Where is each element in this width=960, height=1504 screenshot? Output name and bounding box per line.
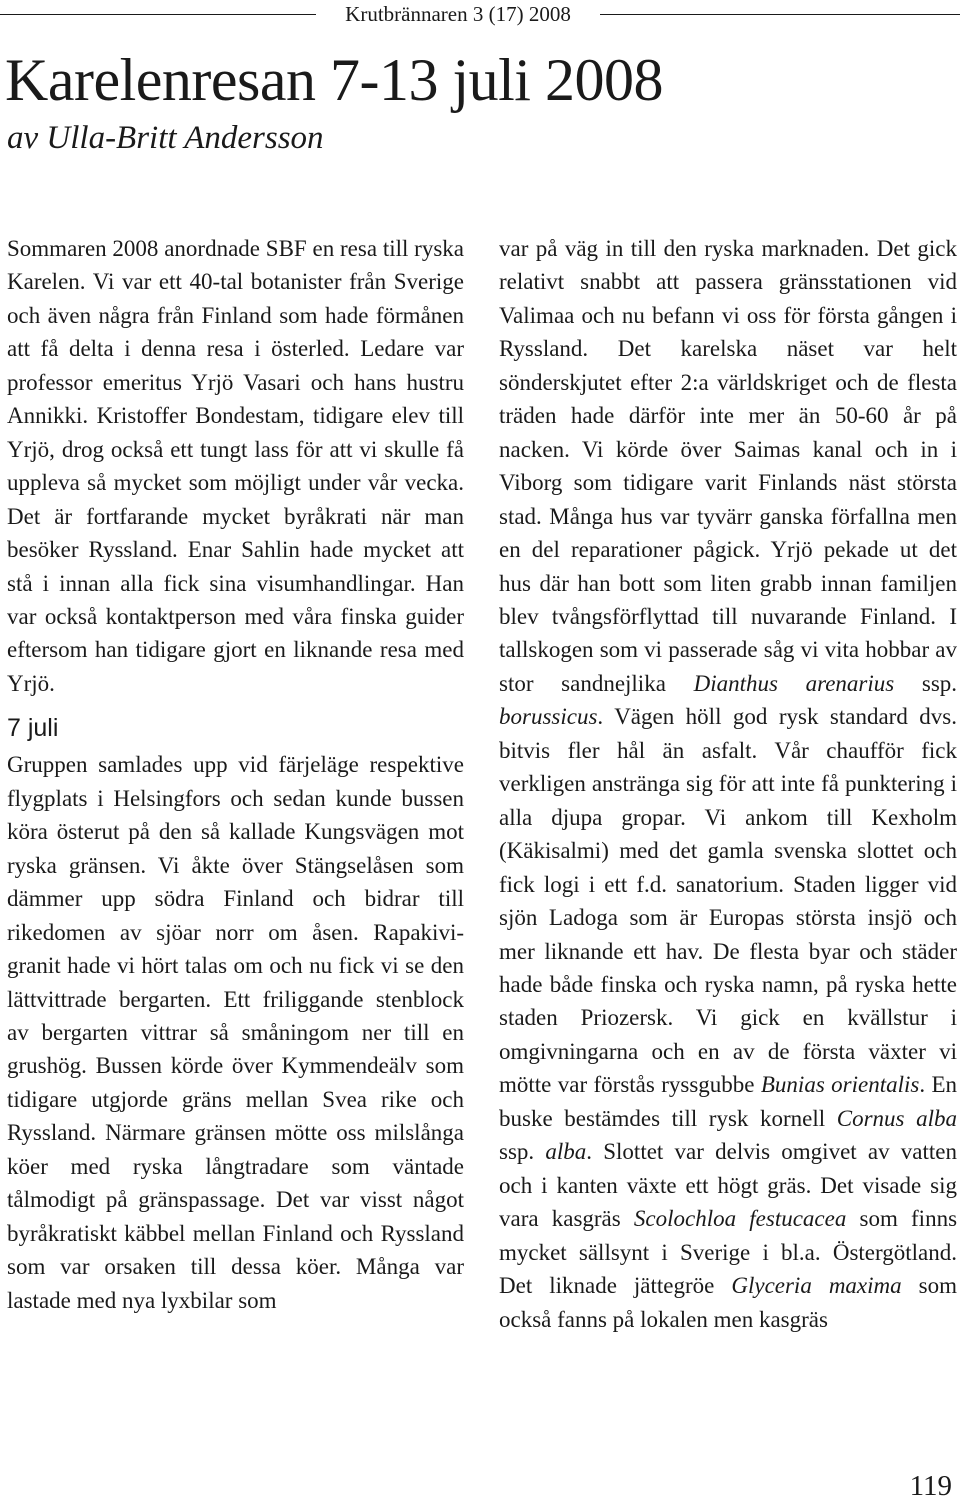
species-name: Glyceria maxima [731,1273,902,1299]
running-header [0,2,960,26]
species-name: alba [545,1139,587,1165]
intro-paragraph: Sommaren 2008 anordnade SBF en resa till ryska Karelen. Vi var ett 40-tal botanister från Sverige och även några från Finland som hade förmånen att få delta i denna resa i österled. Ledare var professor emeritus Yrjö Vasari och hans hustru Annikki. Kristoffer Bondestam, tidigare elev till Yrjö, drog också ett tungt lass för att vi skulle få uppleva så mycket som möjligt under vår vecka. Det är fortfarande mycket byråkrati när man besöker Ryssland. Enar Sahlin hade mycket att stå i innan alla fick sina visumhandlingar. Han var också kontaktperson med våra finska guider eftersom han tidigare gjort en liknande resa med Yrjö. [7,236,464,696]
species-name: Bunias orientalis [760,1072,920,1098]
section-paragraph: Gruppen samlades upp vid färjeläge respektive flygplats i Helsingfors och sedan kunde bussen köra österut på den så kallade Kungsvägen mot ryska gränsen. Vi åkte över Stängselåsen som dämmer upp södra Finland och bidrar till rikedomen av sjöar norr om åsen. Rapakivi-granit hade vi hört talas om och nu fick vi se den lättvittrade bergarten. Ett friliggande stenblock av bergarten vittrar så småningom ner till en grushög. Bussen körde över Kymmendeälv som tidigare utgjorde gräns mellan Svea rike och Ryssland. Närmare gränsen mötte oss milslånga köer med ryska långtradare som väntade tålmodigt på gränspassage. Det var visst något byråkratiskt käbbel mellan Finland och Ryssland som var orsaken till dessa köer. Många var lastade med nya lyxbilar som [7,752,464,1313]
header-rule-left [0,14,316,15]
section-heading: 7 juli [7,714,59,743]
left-column [7,232,464,1317]
text-run: som också fanns på lokalen men kasgräs [499,1273,957,1332]
text-run: som finns mycket sällsynt i Sverige i bl.a. Östergötland. Det liknade jättegröe [499,1206,958,1299]
text-run: . En buske bestämdes till rysk kornell [499,1072,958,1131]
species-name: Cornus alba [836,1105,957,1131]
species-name: Scolochloa festucacea [633,1206,847,1232]
article-byline: av Ulla-Britt Andersson [7,120,324,156]
header-rule-right [600,14,960,15]
text-run: ssp. [499,1139,535,1165]
species-name: Dianthus arenarius [693,670,895,696]
right-column [499,232,957,1336]
species-name: borussicus [499,704,598,730]
article-title: Karelenresan 7-13 juli 2008 [5,47,663,113]
continued-paragraph [499,232,957,1336]
text-run: ssp. [921,670,958,696]
text-run: . Slottet var delvis omgivet av vatten och i kanten växte ett högt gräs. Det visade sig vara kasgräs [499,1139,958,1232]
text-run: . Vägen höll god rysk standard dvs. bitvis fler hål än asfalt. Vår chaufför fick verkligen anstränga sig för att inte få punktering i alla djupa gropar. Vi ankom till Kexholm (Käkisalmi) med det gamla svenska slottet och fick logi i ett f.d. sanatorium. Staden ligger vid sjön Ladoga som är Europas största insjö och mer liknande ett hav. De flesta byar och städer hade både finska och ryska namn, på ryska hette staden Priozersk. Vi gick en kvällstur i omgivningarna och en av de första växter vi mötte var förstås ryssgubbe [499,704,957,1098]
running-title: Krutbrännaren 3 (17) 2008 [345,2,571,26]
text-run: var på väg in till den ryska marknaden. Det gick relativt snabbt att passera gränsstationen vid Valimaa och nu befann vi oss för första gången i Ryssland. Det karelska näset var helt sönderskjutet efter 2:a världskriget och de flesta träden hade därför inte mer än 50-60 år på nacken. Vi körde över Saimas kanal och in i Viborg som tidigare varit Finlands näst största stad. Många hus var tyvärr ganska förfallna men en del reparationer pågick. Yrjö pekade ut det hus där han bott som liten grabb innan familjen blev tvångsförflyttad till nuvarande Finland. I tallskogen som vi passerade såg vi vita hobbar av stor sandnejlika [499,236,957,696]
page-number: 119 [909,1470,952,1502]
